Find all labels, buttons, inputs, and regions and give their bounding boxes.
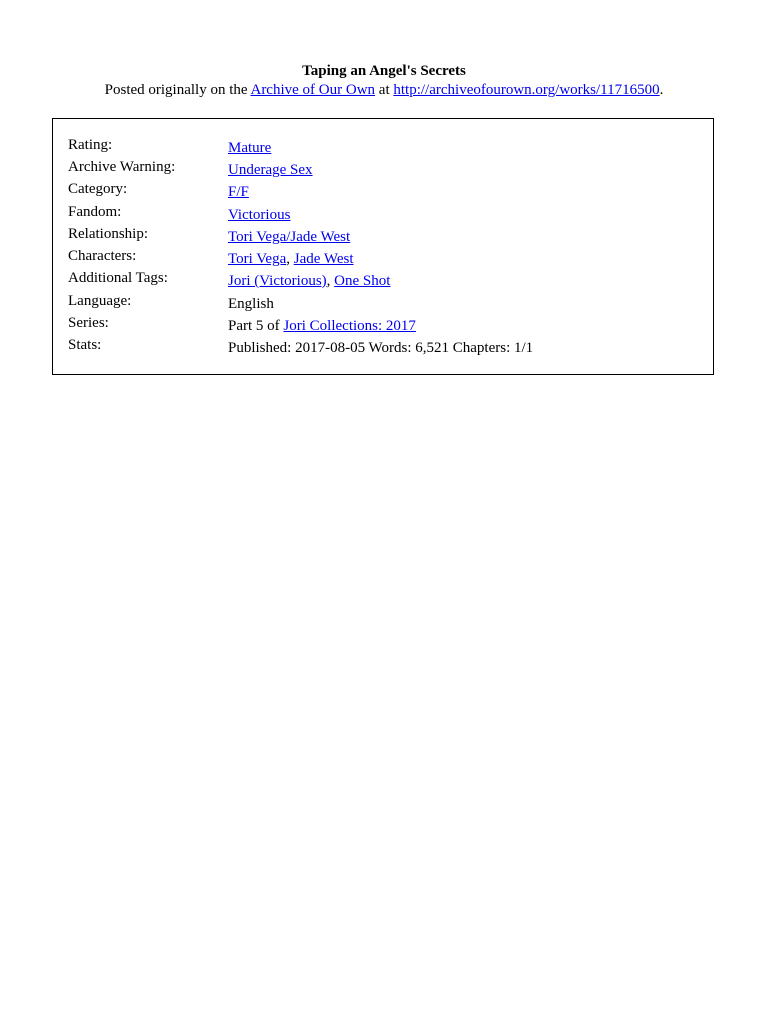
stats-value: Published: 2017-08-05 Words: 6,521 Chapters: 1/1 bbox=[228, 340, 534, 356]
category-value bbox=[228, 183, 249, 202]
rating-label: Rating: bbox=[68, 137, 113, 153]
category-link[interactable]: F/F bbox=[228, 184, 249, 200]
character-link-1[interactable]: Tori Vega bbox=[228, 251, 287, 267]
work-meta-box bbox=[52, 118, 714, 375]
fandom-link[interactable]: Victorious bbox=[228, 207, 291, 223]
relationship-link[interactable]: Tori Vega/Jade West bbox=[228, 229, 351, 245]
warning-link[interactable]: Underage Sex bbox=[228, 162, 313, 178]
tag-link-1[interactable]: Jori (Victorious) bbox=[228, 273, 327, 289]
tags-label: Additional Tags: bbox=[68, 270, 168, 286]
warning-label: Archive Warning: bbox=[68, 159, 176, 175]
work-header bbox=[0, 62, 768, 100]
posted-prefix: Posted originally on the bbox=[104, 82, 248, 98]
work-title: Taping an Angel's Secrets bbox=[302, 63, 466, 79]
meta-row-fandom bbox=[68, 203, 708, 225]
series-prefix: Part 5 of bbox=[228, 318, 284, 334]
series-label: Series: bbox=[68, 315, 109, 331]
meta-row-characters bbox=[68, 247, 708, 269]
fandom-value bbox=[228, 206, 290, 225]
series-link[interactable]: Jori Collections: 2017 bbox=[283, 318, 416, 334]
posted-suffix: . bbox=[659, 82, 664, 98]
series-value bbox=[228, 317, 416, 336]
tag-link-2[interactable]: One Shot bbox=[334, 273, 391, 289]
character-link-2[interactable]: Jade West bbox=[293, 251, 354, 267]
relationship-value bbox=[228, 228, 350, 247]
language-label: Language: bbox=[68, 293, 132, 309]
meta-row-warning bbox=[68, 158, 708, 180]
meta-row-series bbox=[68, 314, 708, 336]
rating-link[interactable]: Mature bbox=[228, 140, 272, 156]
posted-line bbox=[0, 81, 768, 100]
stats-label: Stats: bbox=[68, 337, 102, 353]
meta-row-stats bbox=[68, 336, 708, 358]
meta-row-rating bbox=[68, 136, 708, 158]
characters-label: Characters: bbox=[68, 248, 137, 264]
meta-row-category bbox=[68, 180, 708, 202]
fandom-label: Fandom: bbox=[68, 204, 122, 220]
work-url-link[interactable]: http://archiveofourown.org/works/11716500 bbox=[393, 82, 660, 98]
archive-link[interactable]: Archive of Our Own bbox=[250, 82, 376, 98]
meta-row-tags bbox=[68, 269, 708, 291]
meta-row-language bbox=[68, 292, 708, 314]
meta-row-relationship bbox=[68, 225, 708, 247]
characters-value bbox=[228, 250, 354, 269]
language-value: English bbox=[228, 296, 274, 312]
rating-value bbox=[228, 139, 271, 158]
relationship-label: Relationship: bbox=[68, 226, 148, 242]
characters-separator: , bbox=[286, 251, 294, 267]
warning-value bbox=[228, 161, 313, 180]
tags-separator: , bbox=[326, 273, 335, 289]
tags-value bbox=[228, 272, 390, 291]
posted-at: at bbox=[378, 82, 390, 98]
category-label: Category: bbox=[68, 181, 128, 197]
